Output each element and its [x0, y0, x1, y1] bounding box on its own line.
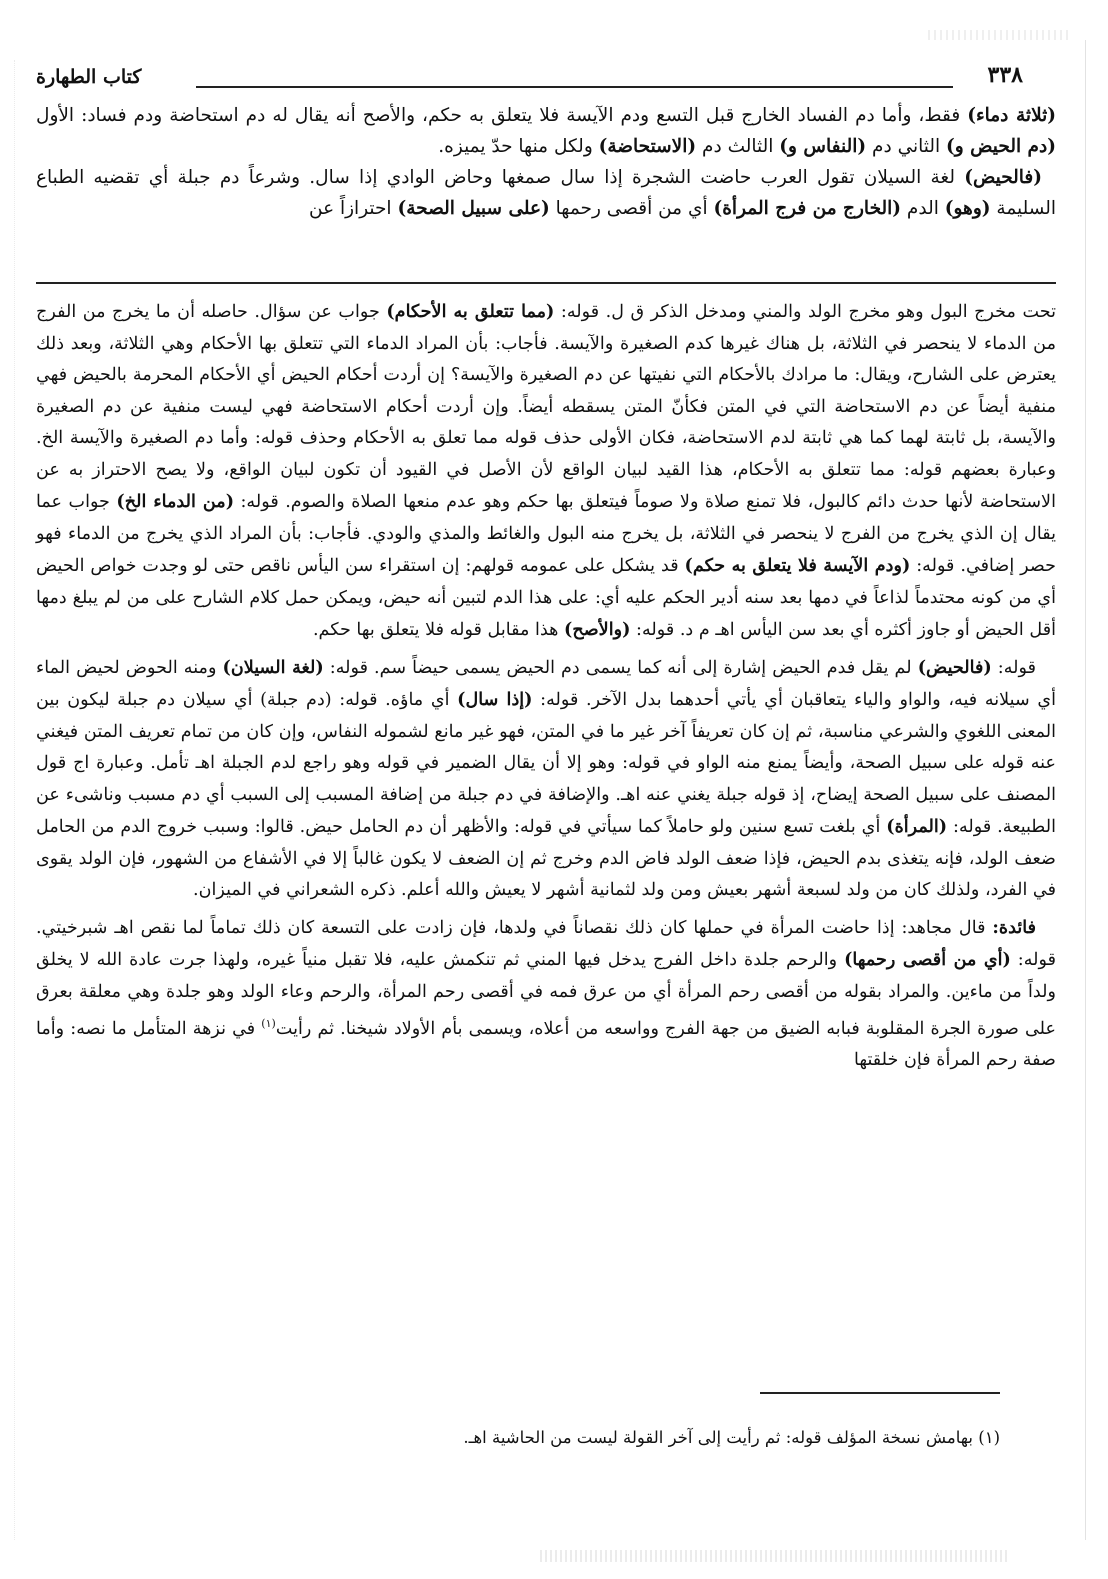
commentary-text: ومنه الحوض لحيض الماء أي سيلانه فيه، والواو والياء يتعاقبان أي يأتي أحدهما بدل الآخر. قوله: — [36, 657, 1056, 710]
quoted-term: (من الدماء الخ) — [116, 491, 235, 512]
commentary-text: جواب عما يقال إن الذي يخرج من الفرج لا ينحصر في الثلاثة، بل يخرج منه البول والغائط والمذي والودي. فأجاب: بأن المراد الذي يخرج من الدماء فهو حصر إضافي. قوله: — [36, 492, 1056, 576]
matn-term: (النفاس و) — [779, 136, 867, 157]
quoted-term: (المرأة) — [886, 816, 948, 837]
commentary-text: أي ماؤه. قوله: (دم جبلة) أي سيلان دم جبلة ليكون بين المعنى اللغوي والشرعي مناسبة، ثم إن كان تعريفاً آخر غير ما في المتن، فهو غير مانع لشموله النفاس، وإن كان من تمام تعريف المتن فيغني عنه قوله على سبيل الصحة، وأيضاً يمنع منه الواو في قوله: وهو إلا أن يقال الضمير في قوله وهو راجع لدم الجبلة اهـ تأمل. وعبارة اج قول المصنف على سبيل الصحة إيضاح، إذ قوله جبلة يغني عنه اهـ. والإضافة في دم جبلة من إضافة المسبب إلى السبب أي دم مسبب وناشىء عن الطبيعة. قوله: — [36, 690, 1056, 837]
footnote-marker: (١) — [261, 1017, 276, 1030]
quoted-term: (مما تتعلق به الأحكام) — [386, 301, 555, 322]
commentary-text: في نزهة المتأمل ما نصه: وأما صفة رحم المرأة فإن خلقتها — [36, 1018, 1056, 1071]
quoted-term: (ودم الآيسة فلا يتعلق به حكم) — [684, 555, 911, 576]
quoted-term: (فالحيض) — [917, 656, 992, 678]
sharh-text: أي من أقصى رحمها — [549, 198, 714, 219]
scan-noise-top — [928, 30, 1068, 40]
sharh-text: الثاني دم — [866, 136, 947, 157]
commentary-paragraph-3 — [36, 912, 1056, 1077]
sharh-text: احترازاً عن — [308, 198, 398, 219]
sharh-text: الثالث دم — [696, 136, 780, 157]
matn-term: (الاستحاضة) — [598, 136, 697, 157]
matn-term: (ثلاثة دماء) — [967, 105, 1057, 126]
footnote — [200, 1425, 1000, 1451]
footnote-text: بهامش نسخة المؤلف قوله: ثم رأيت إلى آخر القولة ليست من الحاشية اهـ. — [463, 1428, 979, 1447]
commentary-text: لم يقل فدم الحيض إشارة إلى أنه كما يسمى دم الحيض يسمى حيضاً سم. قوله: — [323, 657, 918, 678]
commentary-paragraph-2 — [36, 652, 1056, 907]
commentary-text: هذا مقابل قوله فلا يتعلق بها حكم. — [312, 620, 565, 640]
running-header — [36, 62, 1023, 102]
sharh-text: لغة السيلان تقول العرب حاضت الشجرة إذا سال صمغها وحاض الوادي إذا سال. وشرعاً دم جبلة أي تقضيه الطباع السليمة — [36, 167, 1056, 219]
quoted-term: (أي من أقصى رحمها) — [844, 949, 1011, 970]
sharh-text: ولكل منها حدّ يميزه. — [438, 136, 599, 157]
main-text-divider — [36, 282, 1056, 284]
commentary-text: أي بلغت تسع سنين ولو حاملاً كما سيأتي في قوله: والأظهر أن دم الحامل حيض. قالوا: وسبب خروج الدم من الحامل ضعف الولد، فإنه يتغذى بدم الحيض، فإذا ضعف الولد فاض الدم وخرج ثم إن الضعف لا يكون غالباً إلا في الأشفاع من الشهور، فإن الولد يقوى في الفرد، ولذلك كان من ولد لسبعة أشهر بعيش ومن ولد لثمانية أشهر لا يعيش والله أعلم. ذكره الشعراني في الميزان. — [36, 817, 1056, 900]
quoted-term: (إذا سال) — [457, 689, 533, 710]
commentary-text: قد يشكل على عمومه قولهم: إن استقراء سن اليأس ناقص حتى لو وجدت خواص الحيض أي من كونه محتدماً لذاعاً في دمها بعد سنه أدير الحكم عليه أي: على هذا الدم لتبين أنه حيض، ويمكن حمل كلام الشارح على من لم يبلغ دمها أقل الحيض أو جاوز أكثره أي بعد سن اليأس اهـ م د. قوله: — [36, 556, 1056, 640]
quoted-term: (لغة السيلان) — [222, 656, 324, 678]
main-text — [36, 100, 1056, 224]
commentary-text: جواب عن سؤال. حاصله أن ما يخرج من الفرج من الدماء لا ينحصر في الثلاثة، بل هناك غيرها كدم الصغيرة والآيسة. فأجاب: بأن المراد الدماء التي تتعلق بها الأحكام وهي الثلاثة، وبعد ذلك يعترض على الشارح، ويقال: ما مرادك بالأحكام التي نفيتها عن دم الصغيرة والآيسة؟ إن أردت أحكام الحيض أي الأحكام المحرمة بالحيض فهي منفية أيضاً عن دم الاستحاضة التي في المتن فكأنّ المتن يسقطه أيضاً. وإن أردت أحكام الاستحاضة فهي ليست منفية عن دم الصغيرة والآيسة، بل ثابتة لهما كما هي ثابتة لدم الاستحاضة، فكان الأولى حذف قوله مما تعلق به الأحكام وحذف قوله: وأما دم الصغيرة والآيسة الخ. وعبارة بعضهم قوله: مما تتعلق به الأحكام، هذا القيد لبيان الواقع لأن الأصل في القيود أن تكون لبيان الواقع، ولا يصح الاحتراز به عن الاستحاضة لأنها حدث دائم كالبول، فلا تمنع صلاة ولا صوماً فيتعلق بها حكم وهو عدم منعها الصلاة والصوم. قوله: — [36, 302, 1056, 512]
commentary-text: والرحم جلدة داخل الفرج يدخل فيها المني ثم تنكمش عليه، فلا تقبل منياً غيره، ولهذا جرت عادة الله لا يخلق ولداً من ماءين. والمراد بقوله من أقصى رحم المرأة أي من عرق فمه في أقصى رحم المرأة، والرحم وعاء الولد وهو جلدة وهي معلقة بعرق على صورة الجرة المقلوبة فبابه الضيق من جهة الفرج وواسعه من أعلاه، ويسمى بأم الأولاد شيخنا. ثم رأيت — [36, 950, 1057, 1039]
commentary-text: قال مجاهد: إذا حاضت المرأة في حملها كان ذلك نقصاناً في ولدها، فإن زادت على التسعة كان ذلك تماماً لما نقص اهـ شبرخيتي. قوله: — [36, 917, 1056, 970]
footnote-divider — [760, 1392, 1000, 1394]
faida-label: فائدة: — [992, 916, 1036, 938]
matn-term: (دم الحيض و) — [946, 136, 1056, 157]
matn-term: (فالحيض) — [964, 167, 1042, 188]
commentary — [36, 296, 1056, 1082]
sharh-text: الدم — [901, 198, 945, 219]
scan-edge-right — [1085, 40, 1100, 1540]
quoted-term: (والأصح) — [564, 619, 631, 640]
header-rule — [196, 86, 953, 88]
scan-noise-bottom — [540, 1550, 1010, 1562]
commentary-text: قوله: — [991, 657, 1036, 678]
matn-term: (على سبيل الصحة) — [397, 198, 550, 219]
sharh-text: فقط، وأما دم الفساد الخارج قبل التسع ودم الآيسة فلا يتعلق به حكم، والأصح أنه يقال له دم استحاضة ودم فساد: الأول — [36, 105, 968, 126]
main-paragraph-2 — [36, 162, 1056, 224]
footnote-number: (١) — [978, 1428, 1000, 1447]
book-title: كتاب الطهارة — [36, 66, 142, 88]
page-number: ٣٣٨ — [987, 62, 1023, 88]
main-paragraph-1 — [36, 100, 1056, 162]
commentary-paragraph-1 — [36, 296, 1056, 647]
matn-term: (وهو) — [944, 198, 991, 219]
matn-term: (الخارج من فرج المرأة) — [713, 198, 902, 219]
scan-edge-left — [4, 60, 15, 1540]
commentary-text: تحت مخرج البول وهو مخرج الولد والمني ومدخل الذكر ق ل. قوله: — [554, 302, 1056, 322]
